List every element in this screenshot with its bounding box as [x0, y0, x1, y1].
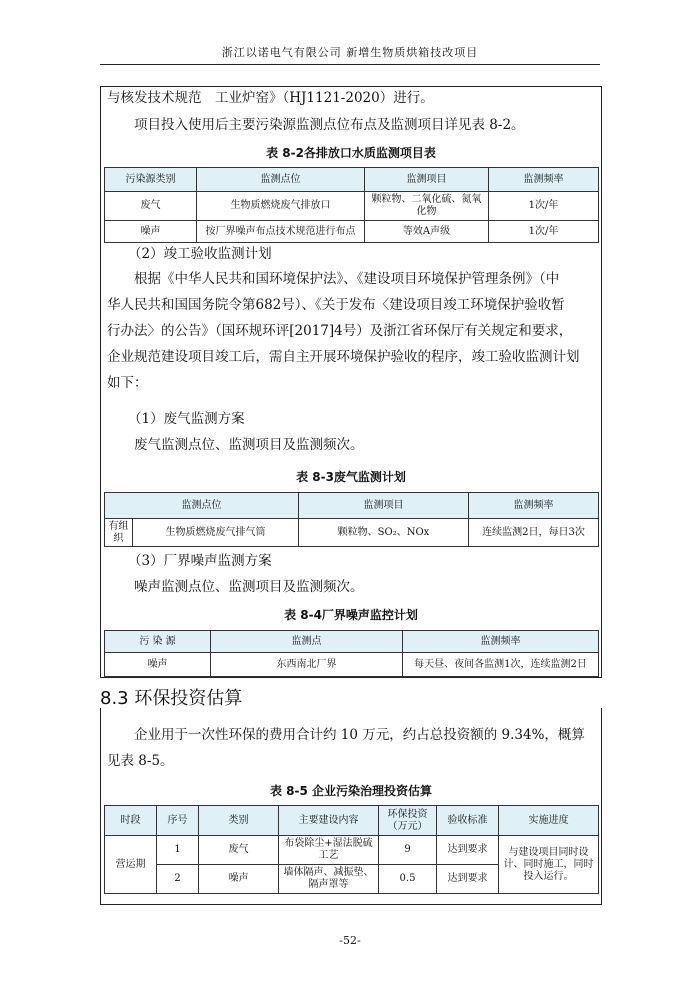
table-8-3 [104, 492, 599, 547]
table-cell: 与建设项目同时设计、同时施工，同时投入运行。 [499, 836, 599, 894]
table-cell: 生物质燃烧废气排放口 [197, 192, 365, 221]
paragraph-line: 如下： [107, 375, 148, 391]
table-cell: 营运期 [105, 836, 157, 894]
table-header: 监测项目 [299, 493, 469, 519]
table-8-3-caption: 表 8-3废气监测计划 [296, 470, 406, 484]
table-header: 类别 [199, 806, 279, 836]
table-header: 监测项目 [365, 168, 489, 192]
table-cell: 9 [379, 836, 437, 865]
table-8-4 [104, 630, 599, 677]
table-cell: 1次/年 [489, 192, 599, 221]
table-cell: 连续监测2日，每日3次 [469, 519, 599, 547]
table-8-5 [104, 805, 599, 894]
table-cell: 颗粒物、二氧化硫、氮氧化物 [365, 192, 489, 221]
header-rule [100, 64, 600, 65]
table-cell: 达到要求 [437, 865, 499, 894]
table-header: 验收标准 [437, 806, 499, 836]
table-row [105, 836, 599, 865]
section-heading-8-3: 8.3 环保投资估算 [100, 688, 243, 709]
table-cell: 等效A声级 [365, 221, 489, 243]
paragraph: 废气监测点位、监测项目及监测频次。 [134, 437, 364, 453]
subheading: （1）废气监测方案 [128, 411, 245, 427]
table-header: 实施进度 [499, 806, 599, 836]
table-header: 监测点 [211, 631, 403, 653]
table-row [105, 519, 599, 547]
table-cell: 1 [157, 836, 199, 865]
subheading: （2）竣工验收监测计划 [128, 246, 272, 262]
table-row [105, 192, 599, 221]
table-cell: 墙体隔声、减振垫、隔声罩等 [279, 865, 379, 894]
table-cell: 0.5 [379, 865, 437, 894]
table-header: 环保投资（万元） [379, 806, 437, 836]
table-header: 监测点位 [197, 168, 365, 192]
table-cell: 噪声 [105, 221, 197, 243]
table-8-2 [104, 167, 599, 243]
table-8-4-caption: 表 8-4厂界噪声监控计划 [284, 608, 418, 622]
table-header: 监测频率 [489, 168, 599, 192]
table-cell: 噪声 [105, 653, 211, 677]
paragraph-line: 见表 8-5。 [107, 753, 174, 769]
paragraph-line: 行办法〉的公告》（国环规环评[2017]4号）及浙江省环保厅有关规定和要求， [107, 323, 573, 339]
table-cell: 东西南北厂界 [211, 653, 403, 677]
paragraph-line: 华人民共和国国务院令第682号）、《关于发布〈建设项目竣工环境保护验收暂 [107, 297, 565, 313]
table-cell: 达到要求 [437, 836, 499, 865]
table-cell: 按厂界噪声布点技术规范进行布点 [197, 221, 365, 243]
paragraph-line: 企业规范建设项目竣工后，需自主开展环境保护验收的程序，竣工验收监测计划 [107, 349, 580, 365]
table-8-2-caption: 表 8-2各排放口水质监测项目表 [266, 146, 436, 160]
table-cell: 颗粒物、SO₂、NOx [299, 519, 469, 547]
table-cell: 废气 [105, 192, 197, 221]
table-cell: 废气 [199, 836, 279, 865]
table-header: 污 染 源 [105, 631, 211, 653]
table-cell: 噪声 [199, 865, 279, 894]
table-cell: 2 [157, 865, 199, 894]
paragraph-line: 与核发技术规范 工业炉窑》（HJ1121-2020）进行。 [107, 90, 434, 106]
paragraph: 噪声监测点位、监测项目及监测频次。 [134, 579, 364, 595]
table-header: 污染源类别 [105, 168, 197, 192]
table-8-5-caption: 表 8-5 企业污染治理投资估算 [269, 784, 433, 798]
paragraph-line: 企业用于一次性环保的费用合计约 10 万元，约占总投资额的 9.34%，概算 [134, 727, 585, 743]
table-header: 序号 [157, 806, 199, 836]
table-cell: 1次/年 [489, 221, 599, 243]
table-cell: 有组织 [105, 519, 133, 547]
subheading: （3）厂界噪声监测方案 [128, 553, 272, 569]
paragraph: 项目投入使用后主要污染源监测点位布点及监测项目详见表 8-2。 [134, 117, 525, 133]
table-header: 监测点位 [105, 493, 299, 519]
table-row [105, 653, 599, 677]
page-header: 浙江以诺电气有限公司 新增生物质烘箱技改项目 [221, 46, 479, 59]
paragraph-line: 根据《中华人民共和国环境保护法》、《建设项目环境保护管理条例》（中 [134, 271, 560, 287]
table-header: 监测频率 [469, 493, 599, 519]
table-cell: 生物质燃烧废气排气筒 [133, 519, 299, 547]
table-row [105, 221, 599, 243]
table-cell: 每天昼、夜间各监测1次，连续监测2日 [403, 653, 599, 677]
table-header: 主要建设内容 [279, 806, 379, 836]
table-cell: 布袋除尘+湿法脱硫工艺 [279, 836, 379, 865]
table-header: 监测频率 [403, 631, 599, 653]
table-header: 时段 [105, 806, 157, 836]
page-number: -52- [339, 934, 361, 947]
